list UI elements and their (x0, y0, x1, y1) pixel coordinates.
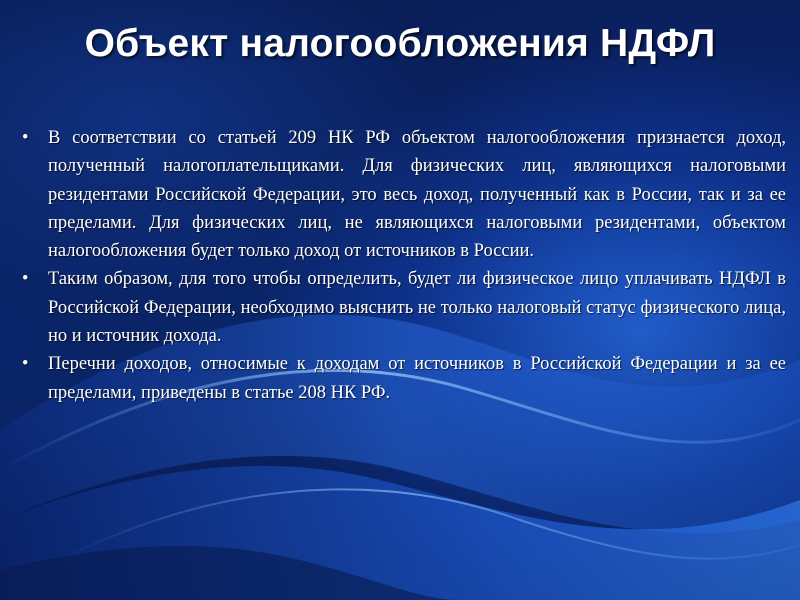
bullet-text: Таким образом, для того чтобы определить, будет ли физическое лицо уплачивать НДФЛ в Российской Федерации, необходимо выяснить не только налоговый статус физического лица, но и источник дохода. (48, 269, 786, 347)
bullet-text: В соответствии со статьей 209 НК РФ объектом налогообложения признается доход, полученный налогоплательщиками. Для физических лиц, являющихся налоговыми резидентами Российской Федерации, это весь доход, полученный как в России, так и за ее пределами. Для физических лиц, не являющихся налоговыми резидентами, объектом налогообложения будет только доход от источников в России. (48, 128, 786, 262)
bullet-item (18, 350, 786, 407)
bullet-icon: • (22, 269, 29, 290)
slide-title: Объект налогообложения НДФЛ (84, 22, 716, 65)
bullet-text: Перечни доходов, относимые к доходам от источников в Российской Федерации и за ее пределами, приведены в статье 208 НК РФ. (48, 354, 786, 403)
bullet-icon: • (22, 354, 29, 375)
bullet-item (18, 124, 786, 265)
bullet-item (18, 265, 786, 350)
bullet-icon: • (22, 128, 29, 148)
bullet-list (18, 124, 786, 407)
